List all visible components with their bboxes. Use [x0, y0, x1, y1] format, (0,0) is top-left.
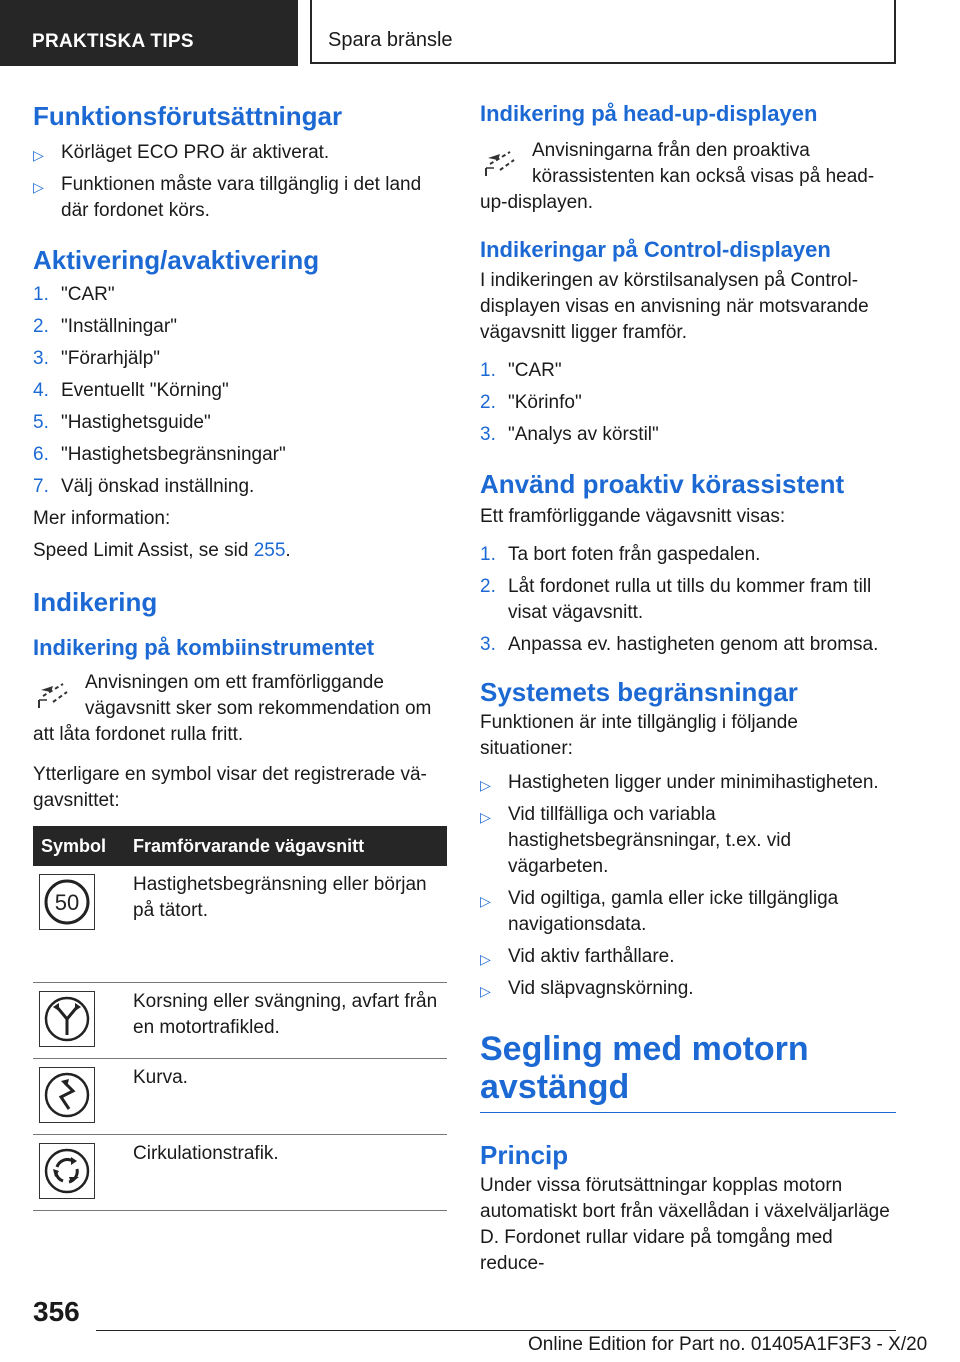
hud-indication-heading: Indikering på head-up-displayen	[480, 101, 818, 126]
proactive-assist-icon	[480, 142, 520, 182]
step-item: 2. "Körinfo"	[480, 392, 582, 413]
step-item: 3. "Analys av körstil"	[480, 424, 659, 445]
table-cell-description: Hastighetsbegränsning eller början på tätort.	[125, 866, 447, 982]
list-item: ▷ Vid tillfälliga och variabla hastighetsbegränsningar, t.ex. vid vägarbeten.	[480, 804, 792, 877]
page-link[interactable]: 255	[253, 540, 286, 561]
list-item: ▷ Vid släpvagnskörning.	[480, 976, 896, 1002]
table-cell-description: Korsning eller svängning, avfart från en motortrafikled.	[125, 982, 447, 1058]
left-column	[33, 100, 447, 1211]
speed-limit-50-icon	[39, 874, 95, 930]
step-item: 4. Eventuellt "Körning"	[33, 380, 229, 401]
triangle-bullet-icon: ▷	[480, 983, 491, 999]
use-assistant-heading: Använd proaktiv körassistent	[480, 469, 845, 499]
symbol-column-header: Symbol	[33, 826, 125, 866]
table-row	[33, 1134, 447, 1210]
topic-box: Spara bränsle	[310, 0, 896, 64]
step-item: 1. Ta bort foten från gaspedalen.	[480, 544, 761, 565]
step-item: 1. "CAR"	[480, 360, 562, 381]
principle-text: Under vissa förutsättningar kopplas motorn automatiskt bort från växellådan i växelväljarläge D. Fordonet rullar vidare på tomgång med reduce-	[480, 1175, 890, 1274]
list-item: ▷ Vid aktiv farthållare.	[480, 944, 896, 970]
triangle-bullet-icon: ▷	[480, 893, 491, 909]
use-assistant-steps	[480, 542, 896, 658]
footer-divider	[96, 1330, 896, 1331]
step-item: 2. Låt fordonet rulla ut tills du kommer fram till visat vägavsnitt.	[480, 576, 872, 623]
symbol-intro-text: Ytterligare en symbol visar det registrerade vä-gavsnittet:	[33, 764, 427, 811]
edition-text: Online Edition for Part no. 01405A1F3F3 - X/20	[528, 1334, 928, 1355]
table-row	[33, 1058, 447, 1134]
limitations-list	[480, 770, 896, 1002]
list-item: ▷ Hastigheten ligger under minimihastigheten.	[480, 770, 896, 796]
indication-heading: Indikering	[33, 587, 158, 617]
table-cell-description: Kurva.	[125, 1058, 447, 1134]
more-info-label: Mer information:	[33, 508, 171, 529]
control-display-heading: Indikeringar på Control-displayen	[480, 237, 831, 262]
cluster-indication-text: Anvisningen om ett framförliggande vägavsnitt sker som rekommendation om att låta fordonet rulla fritt.	[33, 672, 432, 745]
curve-icon	[39, 1067, 95, 1123]
step-item: 1. "CAR"	[33, 284, 115, 305]
activation-steps	[33, 282, 447, 500]
table-row	[33, 982, 447, 1058]
list-item: ▷ Körläget ECO PRO är aktiverat.	[33, 140, 447, 166]
control-display-text: I indikeringen av körstilsanalysen på Control-displayen visas en anvisning när motsvarande vägavsnitt ligger framför.	[480, 270, 869, 343]
sign-text: 50	[54, 890, 80, 915]
triangle-bullet-icon: ▷	[33, 147, 44, 163]
junction-icon	[39, 991, 95, 1047]
step-item: 5. "Hastighetsguide"	[33, 412, 211, 433]
step-item: 6. "Hastighetsbegränsningar"	[33, 444, 286, 465]
roundabout-icon	[39, 1143, 95, 1199]
table-row	[33, 866, 447, 982]
cluster-indication-heading: Indikering på kombiinstrumentet	[33, 635, 375, 660]
triangle-bullet-icon: ▷	[480, 777, 491, 793]
triangle-bullet-icon: ▷	[480, 951, 491, 967]
section-tab: PRAKTISKA TIPS	[0, 0, 298, 66]
list-item: ▷ Vid ogiltiga, gamla eller icke tillgängliga navigationsdata.	[480, 888, 839, 935]
triangle-bullet-icon: ▷	[33, 179, 44, 195]
page-header	[0, 0, 960, 66]
page-number: 356	[33, 1296, 80, 1327]
table-cell-description: Cirkulationstrafik.	[125, 1134, 447, 1210]
list-item: ▷ Funktionen måste vara tillgänglig i det land där fordonet körs.	[33, 174, 422, 221]
speed-limit-reference: Speed Limit Assist, se sid 255.	[33, 540, 291, 561]
requirements-heading: Funktionsförutsättningar	[33, 101, 343, 131]
section-column-header: Framförvarande vägavsnitt	[125, 826, 447, 866]
hud-indication-text: Anvisningarna från den proaktiva körassistenten kan också visas på head-up-displayen.	[480, 140, 875, 213]
sailing-heading: Segling med motorn avstängd	[480, 1030, 896, 1113]
step-item: 3. Anpassa ev. hastigheten genom att bromsa.	[480, 634, 879, 655]
principle-heading: Princip	[480, 1140, 569, 1170]
step-item: 3. "Förarhjälp"	[33, 348, 161, 369]
requirements-list	[33, 140, 447, 224]
proactive-assist-icon	[33, 674, 73, 714]
symbol-table	[33, 826, 447, 1211]
use-assistant-text: Ett framförliggande vägavsnitt visas:	[480, 506, 786, 527]
limitations-text: Funktionen är inte tillgänglig i följande situationer:	[480, 712, 798, 759]
activation-heading: Aktivering/avaktivering	[33, 245, 320, 275]
step-item: 7. Välj önskad inställning.	[33, 476, 255, 497]
triangle-bullet-icon: ▷	[480, 809, 491, 825]
limitations-heading: Systemets begränsningar	[480, 677, 798, 707]
control-display-steps	[480, 358, 896, 448]
table-header-row	[33, 826, 447, 866]
step-item: 2. "Inställningar"	[33, 316, 177, 337]
right-column	[480, 100, 896, 1277]
